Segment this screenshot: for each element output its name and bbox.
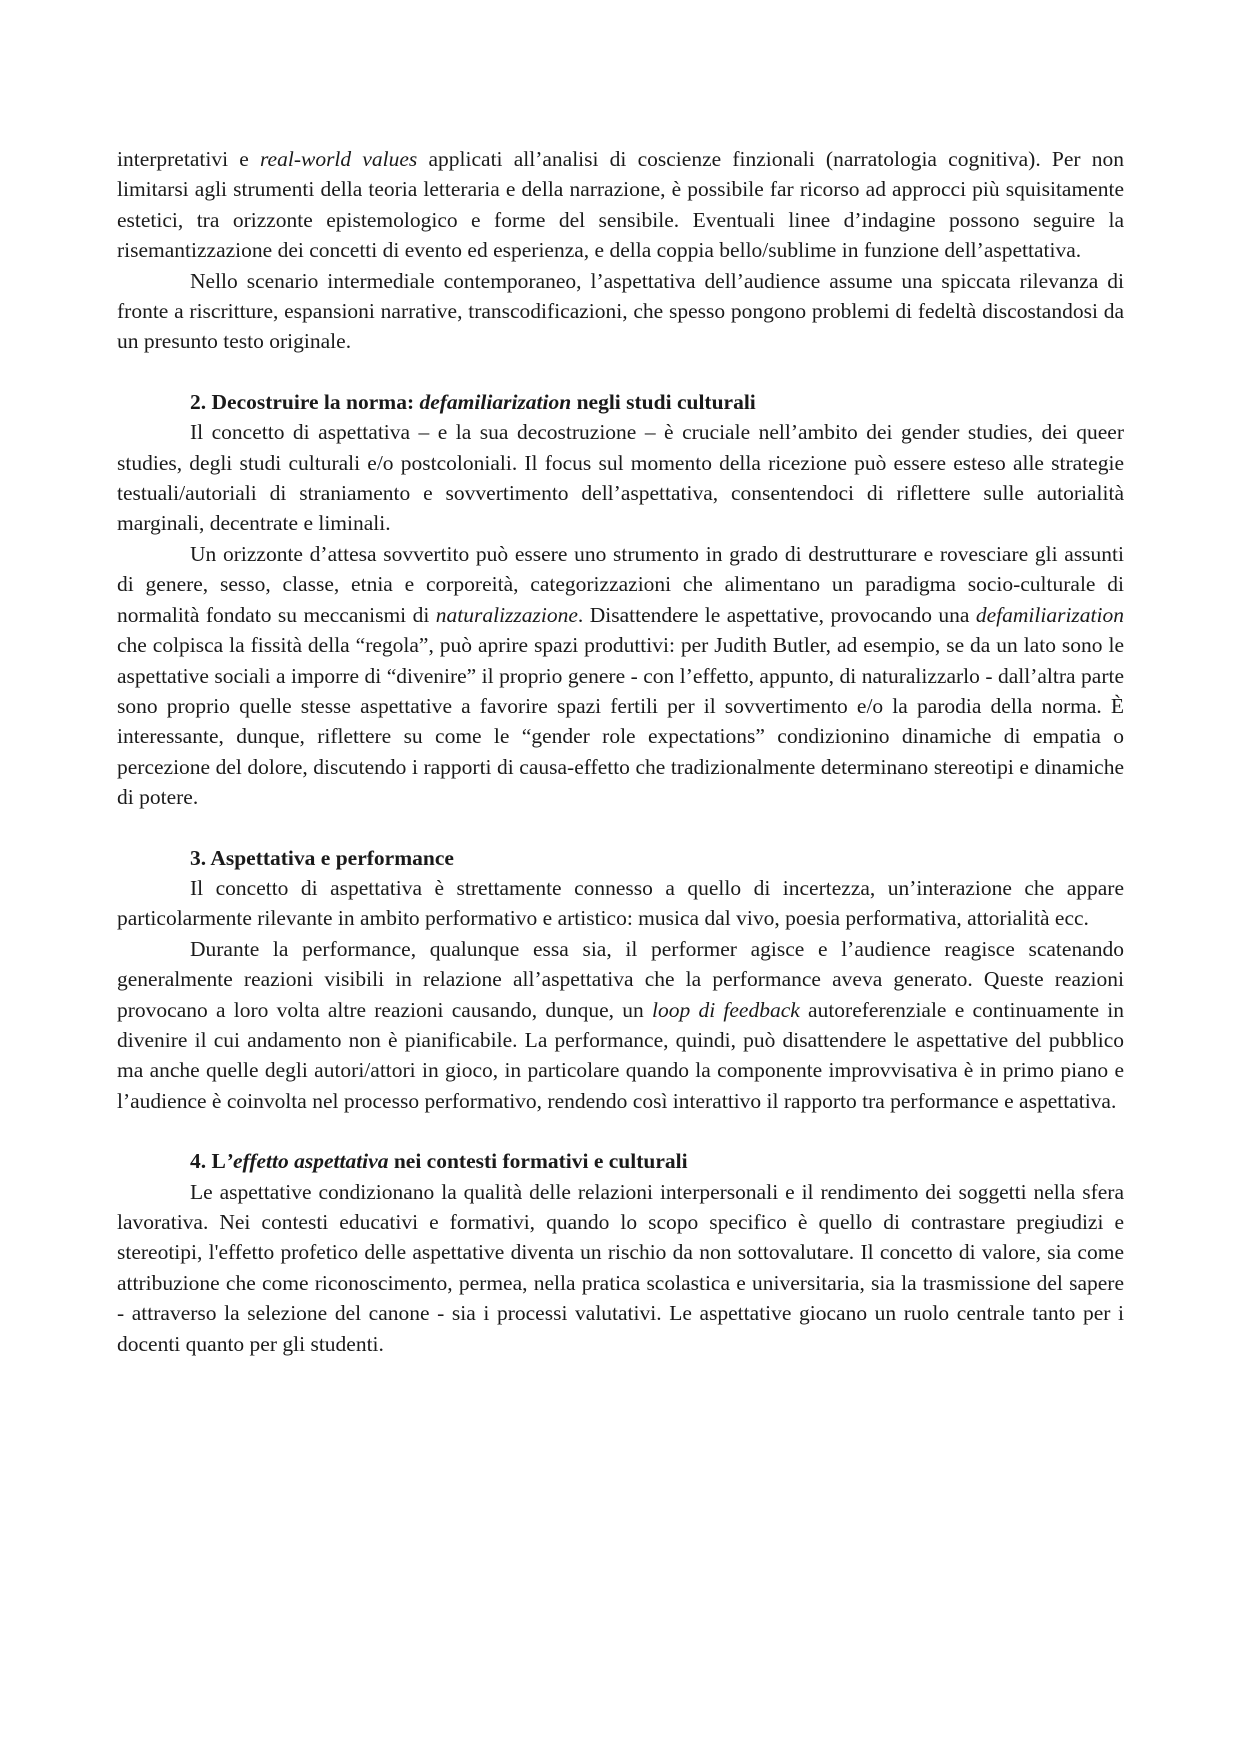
section-3-paragraph-1: Il concetto di aspettativa è strettamente connesso a quello di incertezza, un’interazione che appare particolarmente rilevante in ambito performativo e artistico: musica dal vivo, poesia performativa, attorialità ecc.	[117, 875, 1124, 931]
section-2-paragraph-2	[117, 539, 1124, 813]
section-2-heading-c: negli studi culturali	[571, 389, 756, 414]
intro-paragraph-1	[117, 144, 1124, 266]
intro-p1-text-a: interpretativi e	[117, 147, 260, 171]
section-2-p2-italic-naturalizzazione: naturalizzazione	[435, 602, 578, 627]
section-2-p2-text-e: che colpisca la fissità della “regola”, può aprire spazi produttivi: per Judith Butler, ad esempio, se da un lato sono le aspettative sociali a imporre di “divenire” il proprio genere - con l’effetto, appunto, di naturalizzarlo - dall’altra parte sono proprio quelle stesse aspettative a favorire spazi fertili per il sovvertimento e/o la parodia della norma. È interessante, dunque, riflettere su come le “gender role expectations” condizionino dinamiche di empatia o percezione del dolore, discutendo i rapporti di causa-effetto che tradizionalmente determinano stereotipi e dinamiche di potere.	[117, 633, 1124, 810]
section-3-p2-text-c: autoreferenziale e continuamente in divenire il cui andamento non è pianificabile. La performance, quindi, può disattendere le aspettative del pubblico ma anche quelle degli autori/attori in gioco, in particolare quando la componente improvvisativa è in primo piano e l’audience è coinvolta nel processo performativo, rendendo così interattivo il rapporto tra performance e aspettativa.	[117, 997, 1125, 1113]
section-4-heading-italic: ’effetto aspettativa	[225, 1149, 389, 1174]
section-3	[117, 843, 1124, 1117]
section-4	[117, 1146, 1124, 1359]
intro-p1-text-c: applicati all’analisi di coscienze finzionali (narratologia cognitiva). Per non limitarsi agli strumenti della teoria letteraria e della narrazione, è possibile far ricorso ad approcci più squisitamente estetici, tra orizzonte epistemologico e forme del sensibile. Eventuali linee d’indagine possono seguire la risemantizzazione dei concetti di evento ed esperienza, e della coppia bello/sublime in funzione dell’aspettativa.	[117, 147, 1125, 263]
section-4-heading-a: 4. L	[190, 1149, 226, 1174]
intro-paragraph-2: Nello scenario intermediale contemporaneo, l’aspettativa dell’audience assume una spiccata rilevanza di fronte a riscritture, espansioni narrative, transcodificazioni, che spesso pongono problemi di fedeltà discostandosi da un presunto testo originale.	[117, 268, 1124, 354]
section-4-paragraph-1: Le aspettative condizionano la qualità delle relazioni interpersonali e il rendimento dei soggetti nella sfera lavorativa. Nei contesti educativi e formativi, quando lo scopo specifico è quello di contrastare pregiudizi e stereotipi, l'effetto profetico delle aspettative diventa un rischio da non sottovalutare. Il concetto di valore, sia come attribuzione che come riconoscimento, permea, nella pratica scolastica e universitaria, sia la trasmissione del sapere - attraverso la selezione del canone - sia i processi valutativi. Le aspettative giocano un ruolo centrale tanto per i docenti quanto per gli studenti.	[117, 1179, 1124, 1356]
section-3-paragraph-2	[117, 934, 1124, 1116]
section-3-p2-italic-loop: loop di feedback	[651, 997, 800, 1022]
section-3-heading: 3. Aspettativa e performance	[190, 845, 454, 870]
section-2-paragraph-1: Il concetto di aspettativa – e la sua decostruzione – è cruciale nell’ambito dei gender studies, dei queer studies, degli studi culturali e/o postcoloniali. Il focus sul momento della ricezione può essere esteso alle strategie testuali/autoriali di straniamento e sovvertimento dell’aspettativa, consentendoci di riflettere sulle autorialità marginali, decentrate e liminali.	[117, 420, 1124, 536]
section-3-p2-text-a: Durante la performance, qualunque essa sia, il performer agisce e l’audience reagisce scatenando generalmente reazioni visibili in relazione all’aspettativa che la performance aveva generato. Queste reazioni provocano a loro volta altre reazioni causando, dunque, un	[117, 936, 1124, 1022]
section-2-p2-italic-defamiliarization: defamiliarization	[975, 602, 1124, 627]
page-content	[117, 144, 1124, 1359]
section-2-p2-text-c: . Disattendere le aspettative, provocando una	[577, 602, 976, 627]
section-2-heading	[117, 387, 1124, 417]
section-2	[117, 387, 1124, 813]
section-2-p2-text-a: Un orizzonte d’attesa sovvertito può essere uno strumento in grado di destrutturare e rovesciare gli assunti di genere, sesso, classe, etnia e corporeità, categorizzazioni che alimentano un paradigma socio-culturale di normalità fondato su meccanismi di	[117, 541, 1124, 627]
section-4-heading	[117, 1146, 1124, 1176]
intro-p1-italic-term: real-world values	[259, 147, 418, 171]
section-2-heading-italic: defamiliarization	[419, 389, 572, 414]
section-4-heading-c: nei contesti formativi e culturali	[388, 1149, 688, 1174]
section-2-heading-a: 2. Decostruire la norma:	[190, 389, 420, 414]
